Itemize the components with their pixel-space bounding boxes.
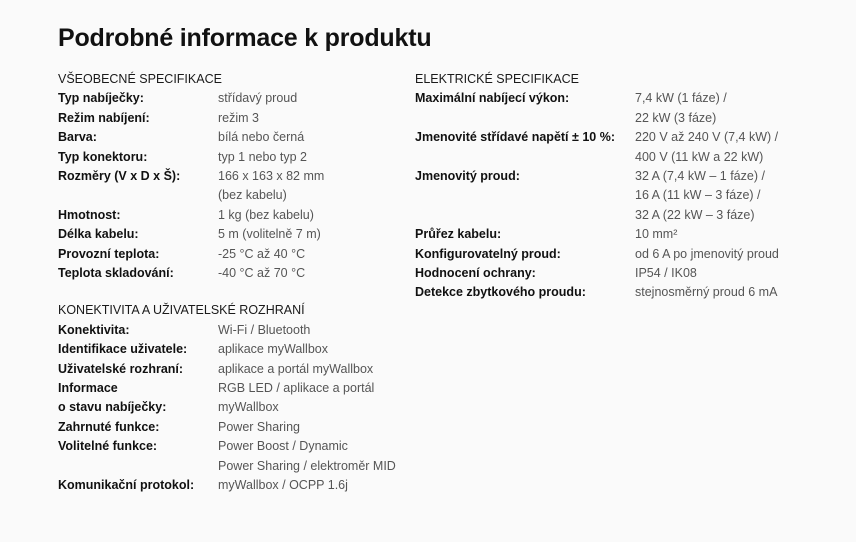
spec-row <box>58 148 408 167</box>
spec-label: Volitelné funkce: <box>58 439 158 454</box>
spec-label: Provozní teplota: <box>58 246 160 261</box>
spec-value <box>218 167 324 206</box>
spec-row <box>58 340 408 359</box>
spec-row <box>58 109 408 128</box>
spec-value-line: 166 x 163 x 82 mm <box>218 169 325 184</box>
spec-value <box>635 264 697 283</box>
spec-label: Průřez kabelu: <box>415 227 502 242</box>
spec-value <box>635 167 765 225</box>
spec-value-line: 220 V až 240 V (7,4 kW) / <box>635 130 779 145</box>
spec-row <box>58 128 408 147</box>
spec-label: Rozměry (V x D x Š): <box>58 169 181 184</box>
spec-value-line: Wi-Fi / Bluetooth <box>218 322 311 337</box>
spec-label: Informace <box>58 381 118 396</box>
spec-row <box>58 398 408 417</box>
spec-value <box>218 225 321 244</box>
spec-label: o stavu nabíječky: <box>58 400 167 415</box>
spec-row <box>58 379 408 398</box>
spec-label: Detekce zbytkového proudu: <box>415 285 586 300</box>
spec-value-line: aplikace a portál myWallbox <box>218 361 374 376</box>
spec-value <box>218 476 348 495</box>
spec-value-line: Power Boost / Dynamic <box>218 439 348 454</box>
spec-row <box>58 89 408 108</box>
spec-value-line: IP54 / IK08 <box>635 266 697 281</box>
electrical-specs-heading: ELEKTRICKÉ SPECIFIKACE <box>415 72 579 86</box>
spec-label: Režim nabíjení: <box>58 110 150 125</box>
spec-value-line: 7,4 kW (1 fáze) / <box>635 91 727 106</box>
spec-value <box>218 245 305 264</box>
spec-label: Délka kabelu: <box>58 227 139 242</box>
spec-value-line: myWallbox / OCPP 1.6j <box>218 478 348 493</box>
spec-row <box>58 167 408 206</box>
spec-row <box>415 225 835 244</box>
spec-value-line: 22 kW (3 fáze) <box>635 110 717 125</box>
spec-value-line: -25 °C až 40 °C <box>218 246 306 261</box>
spec-label: Konektivita: <box>58 322 130 337</box>
spec-label: Uživatelské rozhraní: <box>58 361 184 376</box>
spec-value <box>218 89 297 108</box>
spec-value <box>218 340 328 359</box>
spec-value <box>218 206 314 225</box>
spec-value <box>635 225 677 244</box>
spec-value <box>635 128 778 167</box>
spec-value-line: režim 3 <box>218 110 259 125</box>
spec-value-line: 1 kg (bez kabelu) <box>218 207 314 222</box>
spec-value <box>218 264 305 283</box>
electrical-specs-list <box>415 89 835 302</box>
general-specs-list <box>58 89 408 283</box>
spec-row <box>415 264 835 283</box>
spec-label: Barva: <box>58 130 97 145</box>
spec-value-line: RGB LED / aplikace a portál <box>218 381 375 396</box>
spec-value-line: 32 A (22 kW – 3 fáze) <box>635 207 755 222</box>
spec-label: Jmenovitý proud: <box>415 169 520 184</box>
spec-value <box>635 245 779 264</box>
general-specs-heading: VŠEOBECNÉ SPECIFIKACE <box>58 72 222 86</box>
spec-value <box>218 379 374 398</box>
spec-value <box>218 418 300 437</box>
spec-row <box>415 245 835 264</box>
spec-row <box>58 360 408 379</box>
spec-value-line: Power Sharing <box>218 419 300 434</box>
connectivity-heading: KONEKTIVITA A UŽIVATELSKÉ ROZHRANÍ <box>58 303 305 318</box>
spec-value-line: myWallbox <box>218 400 279 415</box>
spec-value <box>635 89 727 128</box>
page-title: Podrobné informace k produktu <box>58 24 432 52</box>
spec-row <box>415 128 835 167</box>
spec-label: Jmenovité střídavé napětí ± 10 %: <box>415 130 615 145</box>
spec-value <box>635 283 777 302</box>
spec-value-line: 10 mm² <box>635 227 678 242</box>
spec-label: Teplota skladování: <box>58 266 174 281</box>
spec-value-line: 16 A (11 kW – 3 fáze) / <box>635 188 761 203</box>
spec-value-line: Power Sharing / elektroměr MID <box>218 458 396 473</box>
spec-row <box>58 245 408 264</box>
spec-row <box>58 225 408 244</box>
spec-value-line: 5 m (volitelně 7 m) <box>218 227 321 242</box>
spec-row <box>58 476 408 495</box>
spec-row <box>58 418 408 437</box>
spec-value-line: 400 V (11 kW a 22 kW) <box>635 149 764 164</box>
spec-label: Maximální nabíjecí výkon: <box>415 91 570 106</box>
spec-label: Typ nabíječky: <box>58 91 144 106</box>
spec-row <box>58 321 408 340</box>
spec-value-line: střídavý proud <box>218 91 298 106</box>
spec-value-line: -40 °C až 70 °C <box>218 266 306 281</box>
spec-value <box>218 148 307 167</box>
spec-value-line: (bez kabelu) <box>218 188 287 203</box>
spec-value-line: 32 A (7,4 kW – 1 fáze) / <box>635 169 765 184</box>
spec-label: Konfigurovatelný proud: <box>415 246 561 261</box>
spec-label: Zahrnuté funkce: <box>58 419 160 434</box>
spec-row <box>415 283 835 302</box>
spec-row <box>58 437 408 476</box>
connectivity-list <box>58 321 408 496</box>
spec-row <box>58 264 408 283</box>
spec-value-line: bílá nebo černá <box>218 130 305 145</box>
spec-value <box>218 321 310 340</box>
left-column <box>58 70 408 496</box>
spec-label: Typ konektoru: <box>58 149 148 164</box>
spec-row <box>415 167 835 225</box>
spec-value-line: stejnosměrný proud 6 mA <box>635 285 778 300</box>
spec-value-line: od 6 A po jmenovitý proud <box>635 246 779 261</box>
spec-value <box>218 128 304 147</box>
spec-label: Hodnocení ochrany: <box>415 266 536 281</box>
spec-row <box>415 89 835 128</box>
spec-label: Komunikační protokol: <box>58 478 195 493</box>
spec-row <box>58 206 408 225</box>
right-column <box>415 70 835 303</box>
spec-label: Hmotnost: <box>58 207 121 222</box>
spec-value <box>218 109 259 128</box>
spec-value <box>218 437 396 476</box>
spec-value <box>218 360 373 379</box>
spec-value-line: aplikace myWallbox <box>218 342 328 357</box>
spec-value-line: typ 1 nebo typ 2 <box>218 149 307 164</box>
spec-value <box>218 398 279 417</box>
spec-label: Identifikace uživatele: <box>58 342 188 357</box>
